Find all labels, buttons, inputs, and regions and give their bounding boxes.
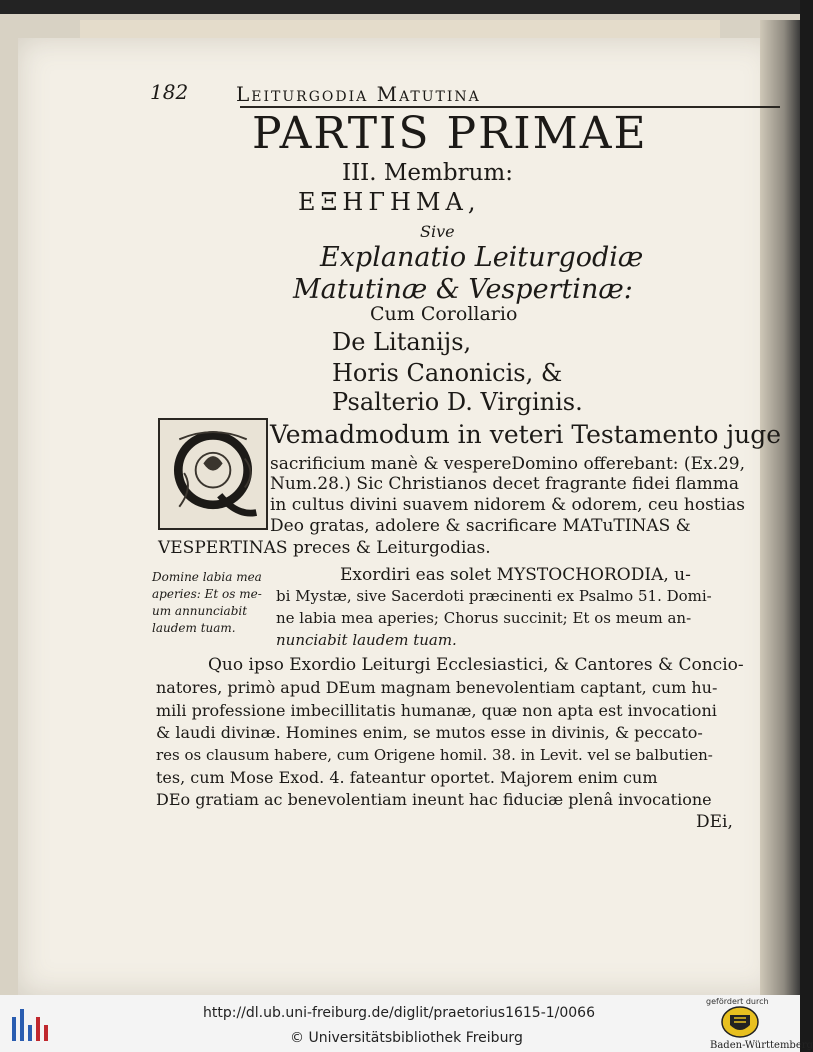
body-line-3: Num.28.) Sic Christianos decet fragrante fidei flamma <box>270 474 740 494</box>
decorated-initial-q-icon <box>158 418 268 530</box>
litanijs-line: De Litanijs, <box>332 328 472 356</box>
member-heading: III. Membrum: <box>342 160 513 186</box>
previous-page-strip <box>80 20 720 40</box>
horis-line: Horis Canonicis, & <box>332 359 563 387</box>
state-label: Baden-Württemberg <box>710 1040 813 1051</box>
sive-line: Sive <box>420 222 455 241</box>
page-number: 182 <box>150 80 189 104</box>
quo-line-3: mili professione imbecillitatis humanæ, quæ non apta est invocationi <box>156 701 717 720</box>
exordiri-line-1: Exordiri eas solet MYSTOCHORODIA, u- <box>340 565 691 585</box>
exordiri-line-4: nunciabit laudem tuam. <box>276 631 457 649</box>
book-gutter <box>760 20 800 995</box>
permalink-url[interactable]: http://dl.ub.uni-freiburg.de/diglit/praetorius1615-1/0066 <box>203 1005 595 1021</box>
copyright-text: © Universitätsbibliothek Freiburg <box>290 1030 523 1046</box>
ub-freiburg-logo-icon <box>8 1003 52 1047</box>
margin-note-3: um annunciabit <box>152 604 248 618</box>
body-line-4: in cultus divini suavem nidorem & odorem, ceu hostias <box>270 495 745 515</box>
running-head: Leiturgodia Matutina <box>236 82 481 106</box>
body-line-2: sacrificium manè & vespereDomino offerebant: (Ex.29, <box>270 454 746 474</box>
catchword: DEi, <box>696 812 733 832</box>
exordiri-line-2: bi Mystæ, sive Sacerdoti præcinenti ex Psalmo 51. Domi- <box>276 587 712 605</box>
quo-line-5: res os clausum habere, cum Origene homil. 38. in Levit. vel se balbutien- <box>156 746 713 764</box>
margin-note-4: laudem tuam. <box>152 621 236 635</box>
quo-line-2: natores, primò apud DEum magnam benevolentiam captant, cum hu- <box>156 678 718 697</box>
quo-line-7: DEo gratiam ac benevolentiam ineunt hac fiduciæ plenâ invocatione <box>156 790 712 809</box>
matutinae-line: Matutinæ & Vespertinæ: <box>293 274 633 305</box>
margin-note-2: aperies: Et os me- <box>152 587 262 601</box>
section-title: PARTIS PRIMAE <box>252 108 648 159</box>
quo-line-1: Quo ipso Exordio Leiturgi Ecclesiastici, & Cantores & Concio- <box>208 655 744 675</box>
greek-heading: ΕΞΗΓΗΜΑ, <box>298 188 481 216</box>
body-line-5: Deo gratas, adolere & sacrificare MATuTINAS & <box>270 516 691 536</box>
exordiri-line-3: ne labia mea aperies; Chorus succinit; Et os meum an- <box>276 609 692 627</box>
quo-line-6: tes, cum Mose Exod. 4. fateantur oportet. Majorem enim cum <box>156 768 658 787</box>
baden-wuerttemberg-crest-icon <box>720 1005 760 1039</box>
body-line-6: VESPERTINAS preces & Leiturgodias. <box>158 538 491 558</box>
quo-line-4: & laudi divinæ. Homines enim, se mutos esse in divinis, & peccato- <box>156 723 703 742</box>
margin-note-1: Domine labia mea <box>152 570 262 584</box>
body-line-1: Vemadmodum in veteri Testamento juge <box>270 420 781 449</box>
explanatio-line: Explanatio Leiturgodiæ <box>320 242 644 273</box>
sponsor-label: gefördert durch <box>706 997 769 1006</box>
psalterio-line: Psalterio D. Virginis. <box>332 388 583 416</box>
corollario-line: Cum Corollario <box>370 303 518 325</box>
